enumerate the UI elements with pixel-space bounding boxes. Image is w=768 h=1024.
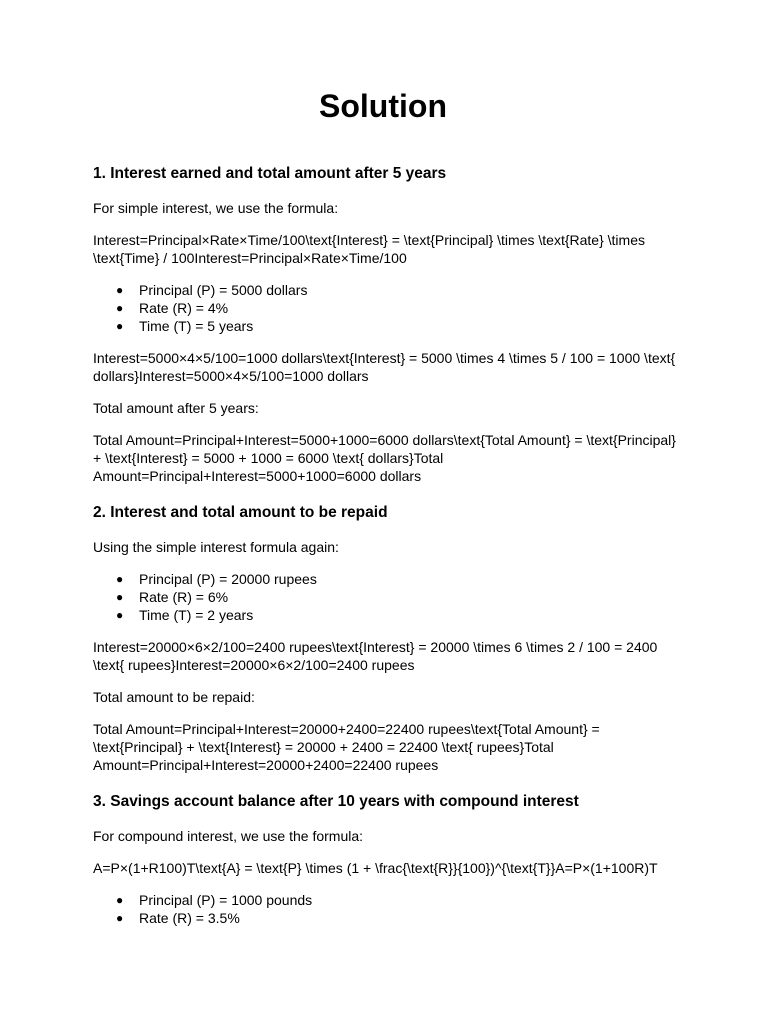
total-calculation-text: Total Amount=Principal+Interest=20000+2400=22400 rupees\text{Total Amount} = \text{Principal} + \text{Interest} = 20000 + 2400 = 22400 \text{ rupees}Total Amount=Principal+Interest=20000+2400=22400 rupees bbox=[93, 721, 600, 773]
section-heading: 3. Savings account balance after 10 years with compound interest bbox=[93, 793, 579, 810]
section-3 bbox=[93, 791, 678, 927]
list-item bbox=[93, 588, 678, 606]
calculation-text: Interest=5000×4×5/100=1000 dollars\text{Interest} = 5000 \times 4 \times 5 / 100 = 1000 \text{ dollars}Interest=5000×4×5/100=1000 dollars bbox=[93, 350, 676, 384]
total-intro: Total amount after 5 years: bbox=[93, 400, 259, 416]
formula-text: A=P×(1+R100)T\text{A} = \text{P} \times (1 + \frac{\text{R}}{100})^{\text{T}}A=P×(1+100R)T bbox=[93, 860, 658, 876]
list-item-text: Rate (R) = 4% bbox=[139, 300, 229, 316]
section-intro: For compound interest, we use the formula: bbox=[93, 828, 364, 844]
given-values-list bbox=[93, 570, 678, 624]
list-item bbox=[93, 317, 678, 335]
calculation-text: Interest=20000×6×2/100=2400 rupees\text{Interest} = 20000 \times 6 \times 2 / 100 = 2400 \text{ rupees}Interest=20000×6×2/100=2400 rupees bbox=[93, 639, 658, 673]
list-item bbox=[93, 299, 678, 317]
list-item bbox=[93, 570, 678, 588]
list-item-text: Time (T) = 5 years bbox=[139, 318, 254, 334]
total-calculation-text: Total Amount=Principal+Interest=5000+1000=6000 dollars\text{Total Amount} = \text{Principal} + \text{Interest} = 5000 + 1000 = 6000 \text{ dollars}Total Amount=Principal+Interest=5000+1000=6000 dollars bbox=[93, 432, 676, 484]
bullet-icon: ● bbox=[116, 301, 124, 315]
bullet-icon: ● bbox=[116, 911, 124, 925]
list-item-text: Principal (P) = 5000 dollars bbox=[139, 282, 308, 298]
list-item-text: Principal (P) = 1000 pounds bbox=[139, 892, 313, 908]
given-values-list bbox=[93, 281, 678, 335]
section-2 bbox=[93, 502, 678, 774]
section-heading: 1. Interest earned and total amount after 5 years bbox=[93, 165, 447, 182]
given-values-list bbox=[93, 891, 678, 927]
list-item-text: Time (T) = 2 years bbox=[139, 607, 254, 623]
list-item-text: Principal (P) = 20000 rupees bbox=[139, 571, 317, 587]
list-item bbox=[93, 891, 678, 909]
section-heading: 2. Interest and total amount to be repaid bbox=[93, 504, 388, 521]
total-intro: Total amount to be repaid: bbox=[93, 689, 255, 705]
list-item bbox=[93, 281, 678, 299]
section-1 bbox=[93, 163, 678, 485]
section-intro: For simple interest, we use the formula: bbox=[93, 200, 339, 216]
list-item bbox=[93, 909, 678, 927]
list-item bbox=[93, 606, 678, 624]
section-intro: Using the simple interest formula again: bbox=[93, 539, 339, 555]
bullet-icon: ● bbox=[116, 590, 124, 604]
bullet-icon: ● bbox=[116, 893, 124, 907]
bullet-icon: ● bbox=[116, 319, 124, 333]
bullet-icon: ● bbox=[116, 283, 124, 297]
formula-text: Interest=Principal×Rate×Time/100\text{Interest} = \text{Principal} \times \text{Rate} \times \text{Time} / 100Interest=Principal×Rate×Time/100 bbox=[93, 232, 645, 266]
list-item-text: Rate (R) = 3.5% bbox=[139, 910, 240, 926]
bullet-icon: ● bbox=[116, 608, 124, 622]
document-body bbox=[93, 163, 678, 927]
page-title: Solution bbox=[319, 88, 447, 124]
list-item-text: Rate (R) = 6% bbox=[139, 589, 229, 605]
bullet-icon: ● bbox=[116, 572, 124, 586]
